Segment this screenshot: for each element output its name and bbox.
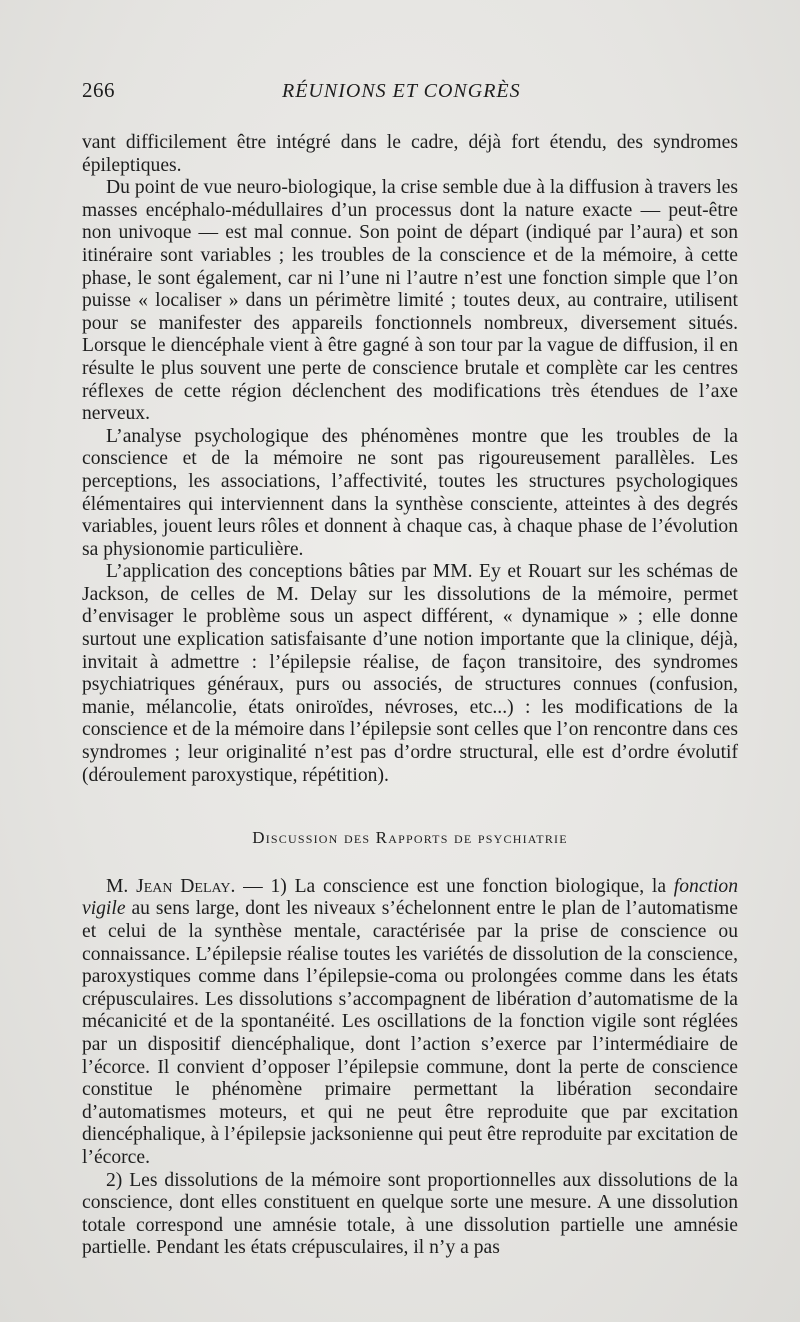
paragraph-psychology: L’analyse psychologique des phénomènes montre que les troubles de la conscience et de la mémoire ne sont pas rigoureusement parallèles. Les perceptions, les associations, l’affectivité, toutes les structures psychologiques élémentaires qui interviennent dans la synthèse consciente, atteintes à des degrés variables, jouent leurs rôles et donnent à chaque cas, à chaque phase de l’évolution sa physionomie particulière.: [82, 425, 738, 560]
article-body: [82, 132, 738, 1260]
paragraph-discussion-1: [82, 876, 738, 1170]
paragraph-continuation: vant difficilement être intégré dans le cadre, déjà fort étendu, des syndromes épileptiques.: [82, 132, 738, 176]
italic-term: fonction vigile: [82, 875, 738, 920]
page-header: [82, 78, 738, 110]
paragraph-discussion-2: 2) Les dissolutions de la mémoire sont proportionnelles aux dissolutions de la conscience, dont elles constituent en quelque sorte une mesure. A une dissolution totale correspond une amnésie totale, à une dissolution partielle une amnésie partielle. Pendant les états crépusculaires, il n’y a pas: [82, 1169, 738, 1259]
running-title: RÉUNIONS ET CONGRÈS: [282, 80, 521, 102]
paragraph-neurobiology: Du point de vue neuro-biologique, la crise semble due à la diffusion à travers les masses encéphalo-médullaires d’un processus dont la nature exacte — peut-être non univoque — est mal connue. Son point de départ (indiqué par l’aura) et son itinéraire sont variables ; les troubles de la conscience et de la mémoire, à cette phase, le sont également, car ni l’une ni l’autre n’est une fonction simple que l’on puisse « localiser » dans un périmètre limité ; toutes deux, au contraire, utilisent pour se manifester des appareils fonctionnels nombreux, diversement situés. Lorsque le diencéphale vient à être gagné à son tour par la vague de diffusion, il en résulte le plus souvent une perte de conscience brutale et complète car les centres réflexes de cette région déclenchent des modifications très étendues de l’axe nerveux.: [82, 177, 738, 425]
page-number: 266: [82, 78, 115, 102]
discussion-rest: au sens large, dont les niveaux s’échelonnent entre le plan de l’automatisme et celui de la synthèse mentale, caractérisée par la prise de conscience ou connaissance. L’épilepsie réalise toutes les variétés de dissolution de la conscience, paroxystiques comme dans l’épilepsie-coma ou prolongées comme dans les états crépusculaires. Les dissolutions s’accompagnent de libération d’automatisme de la mécanicité et de la spontanéité. Les oscillations de la fonction vigile sont réglées par un dispositif diencéphalique, dont l’action s’exerce par l’intermédiaire de l’écorce. Il convient d’opposer l’épilepsie commune, dont la perte de conscience constitue le phénomène primaire permettant la libération secondaire d’automatismes moteurs, et qui ne peut être reproduite que par excitation diencéphalique, à l’épilepsie jacksonienne qui peut être reproduite par excitation de l’écorce.: [82, 898, 738, 1168]
paragraph-conceptions: L’application des conceptions bâties par MM. Ey et Rouart sur les schémas de Jackson, de celles de M. Delay sur les dissolutions de la mémoire, permet d’envisager le problème sous un aspect différent, « dynamique » ; elle donne surtout une explication satisfaisante d’une notion importante que la clinique, déjà, invitait à admettre : l’épilepsie réalise, de façon transitoire, des syndromes psychiatriques généraux, purs ou associés, de structures connues (confusion, manie, mélancolie, états oniroïdes, névroses, etc...) : les modifications de la conscience et de la mémoire dans l’épilepsie sont celles que l’on rencontre dans ces syndromes ; leur originalité n’est pas d’ordre structural, elle est d’ordre évolutif (déroulement paroxystique, répétition).: [82, 561, 738, 786]
discussion-lead: — 1) La conscience est une fonction biologique, la: [235, 875, 674, 897]
speaker-name: M. Jean Delay.: [106, 875, 236, 897]
section-title: Discussion des Rapports de psychiatrie: [252, 828, 568, 848]
